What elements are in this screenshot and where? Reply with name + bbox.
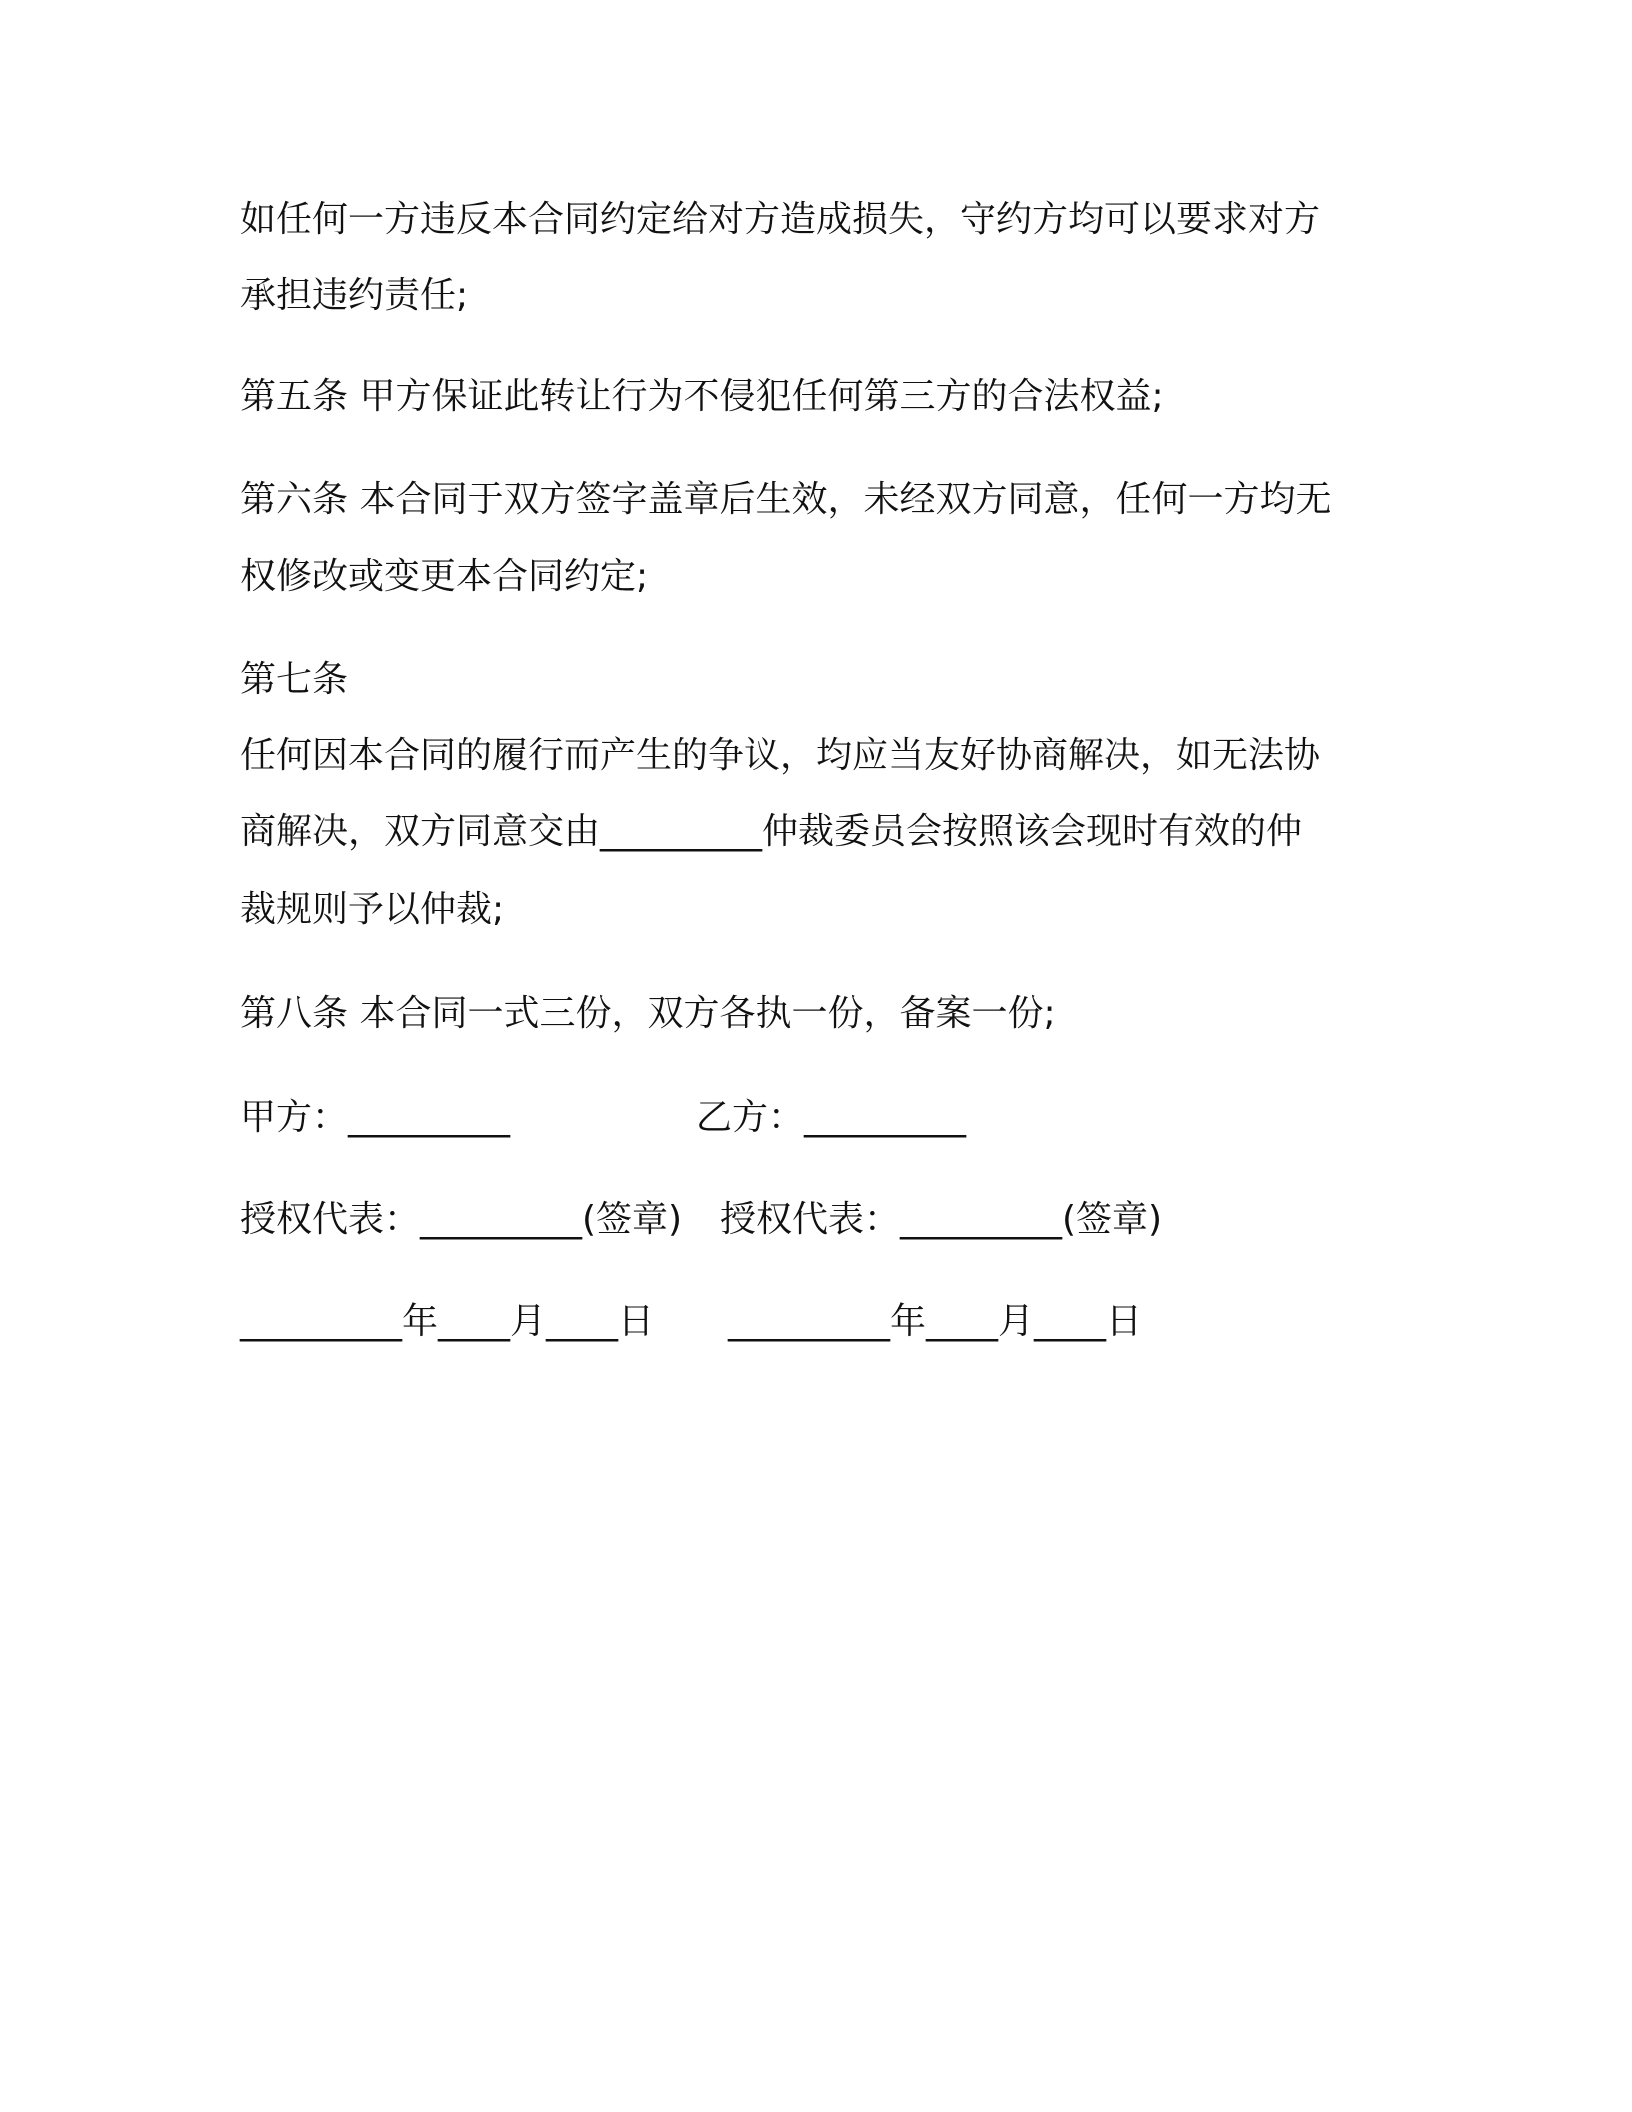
clause7-text-line1: 任何因本合同的履行而产生的争议，均应当友好协商解决，如无法协	[240, 735, 1321, 776]
clause8-text: 第八条 本合同一式三份，双方各执一份，备案一份;	[240, 993, 1056, 1034]
clause7-heading: 第七条	[240, 659, 349, 700]
party-b-signature-line: 乙方：_________	[696, 1097, 967, 1138]
clause4-text-line2: 承担违约责任;	[240, 275, 469, 316]
clause6-text-line2: 权修改或变更本合同约定;	[240, 556, 649, 597]
party-b-date-line: _________年____月____日	[728, 1301, 1142, 1342]
clause5-text: 第五条 甲方保证此转让行为不侵犯任何第三方的合法权益;	[240, 376, 1164, 417]
party-a-representative-line: 授权代表：_________(签章)	[240, 1199, 683, 1240]
party-a-signature-line: 甲方：_________	[240, 1097, 511, 1138]
clause6-text-line1: 第六条 本合同于双方签字盖章后生效，未经双方同意，任何一方均无	[240, 479, 1332, 520]
party-a-date-line: _________年____月____日	[240, 1301, 654, 1342]
party-b-representative-line: 授权代表：_________(签章)	[720, 1199, 1163, 1240]
clause7-text-line3: 裁规则予以仲裁;	[240, 889, 505, 930]
clause7-text-line2: 商解决，双方同意交由_________仲裁委员会按照该会现时有效的仲	[240, 811, 1303, 852]
clause4-text-line1: 如任何一方违反本合同约定给对方造成损失，守约方均可以要求对方	[240, 199, 1321, 240]
